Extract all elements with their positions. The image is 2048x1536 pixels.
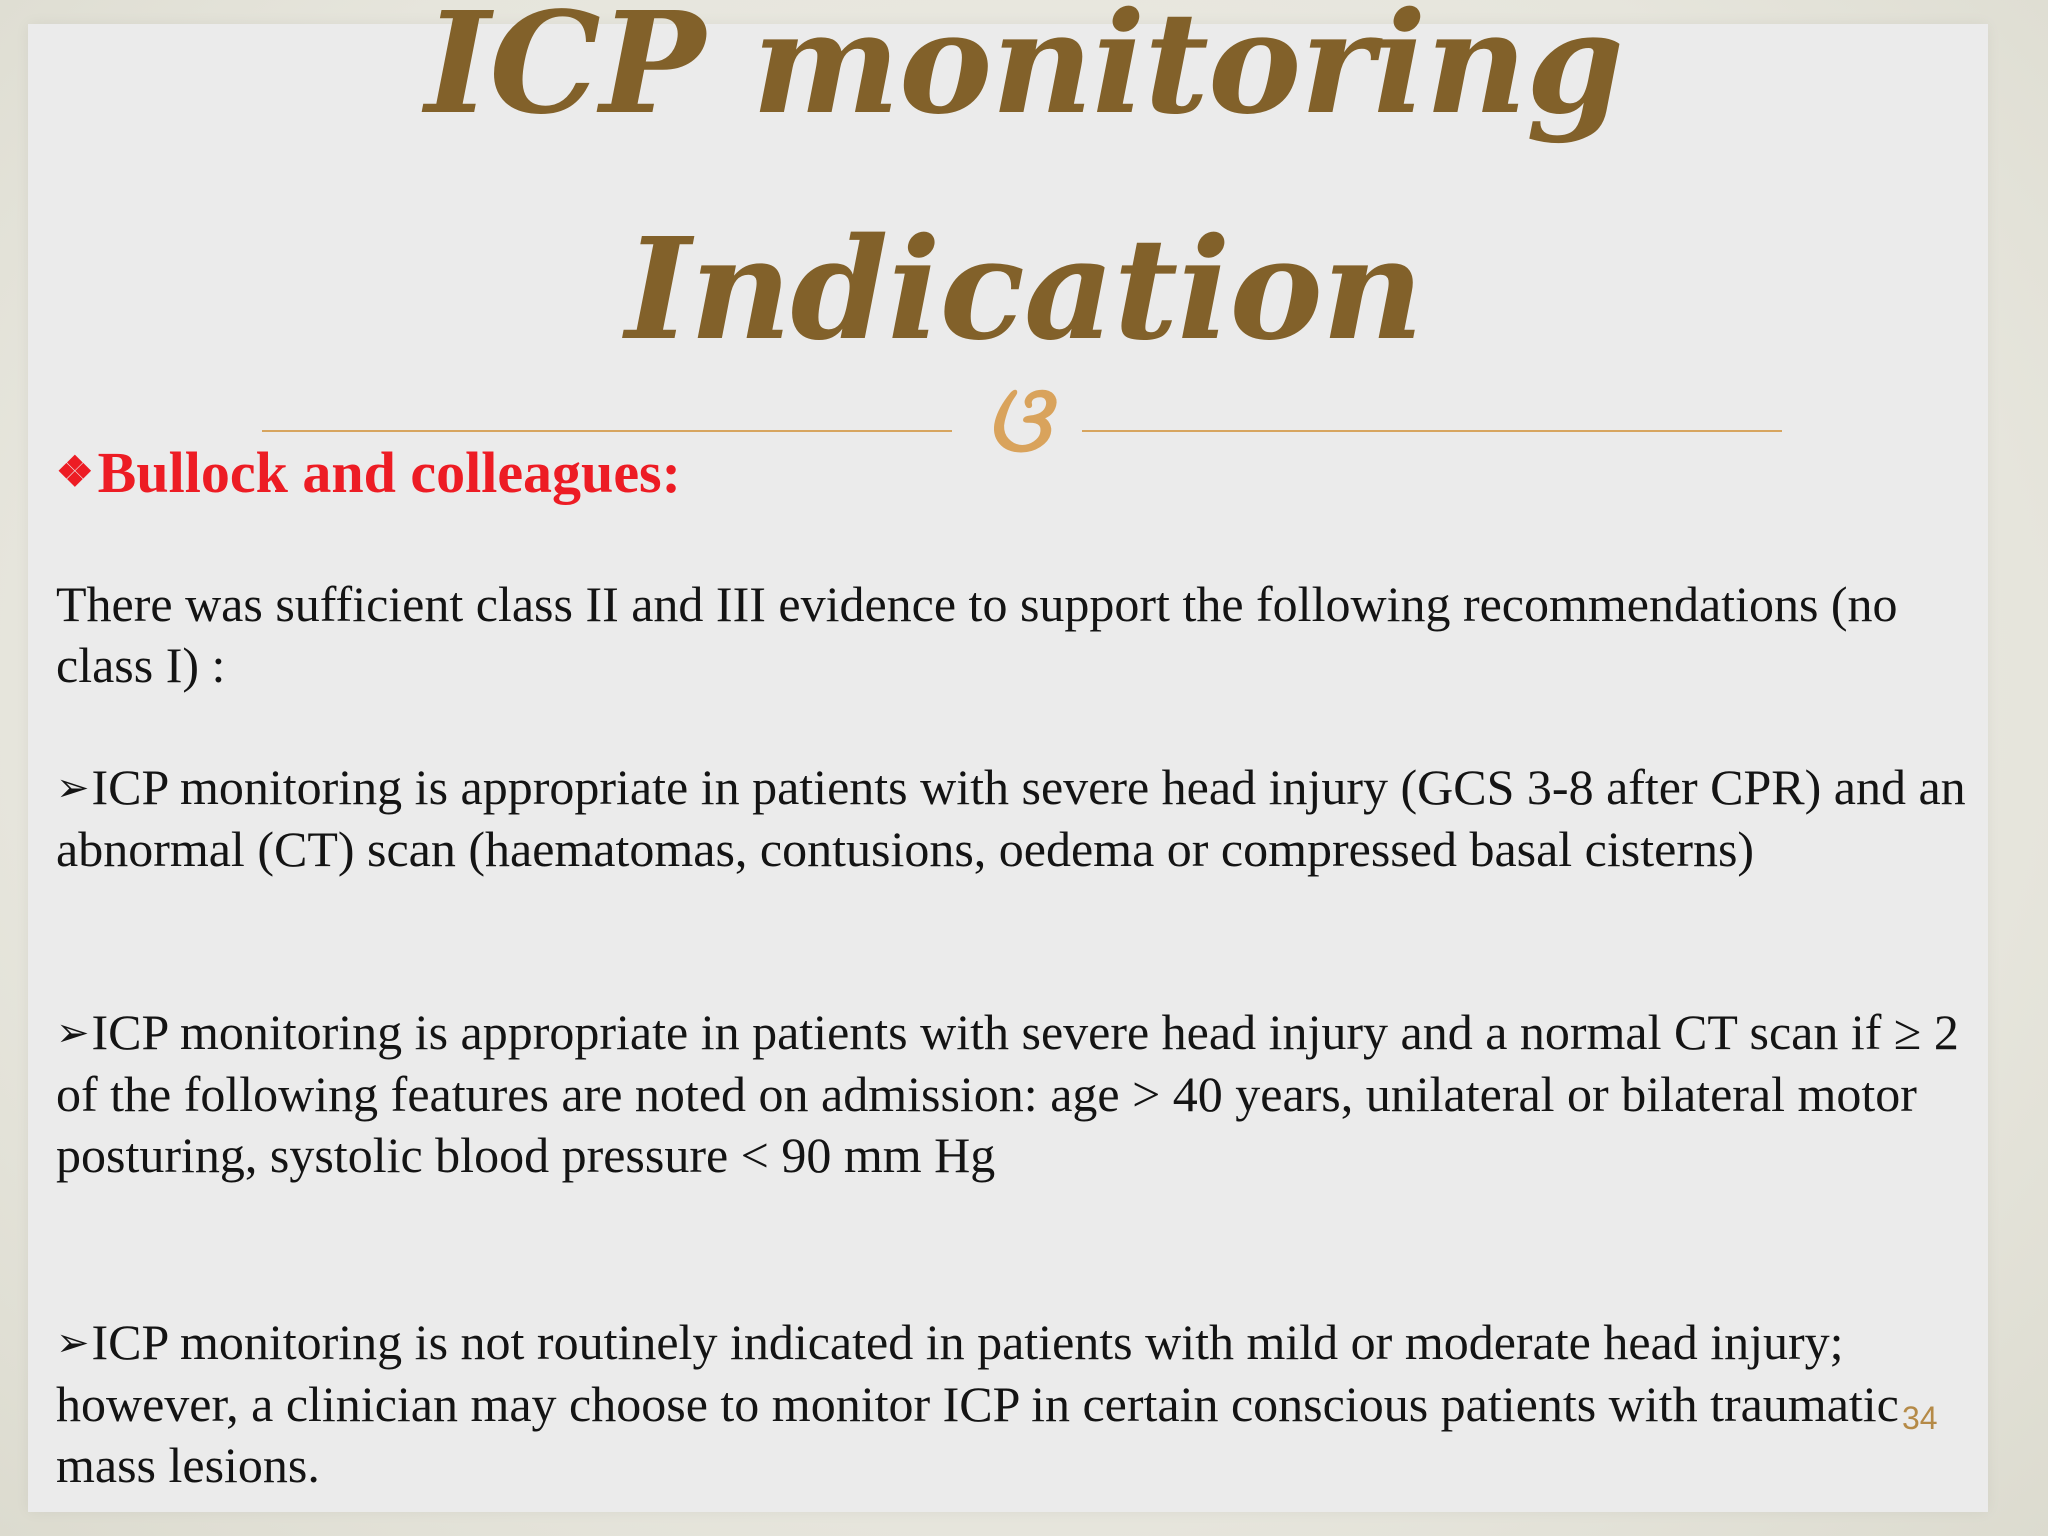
title-divider-left: [262, 430, 952, 432]
diamond-bullet-icon: ❖: [56, 450, 94, 496]
slide-title-line-2: Indication: [625, 208, 1423, 372]
section-heading: [56, 440, 681, 506]
title-divider-right: [1082, 430, 1782, 432]
arrow-bullet-icon: ➢: [56, 1320, 90, 1366]
section-heading-label: Bullock and colleagues:: [97, 440, 681, 505]
bullet-item: [56, 1312, 2006, 1496]
ornament-swirl-icon: ଓ: [985, 365, 1049, 473]
bullet-item: [56, 757, 2006, 880]
arrow-bullet-icon: ➢: [56, 1010, 90, 1056]
slide-title-line-1: ICP monitoring: [424, 0, 1624, 146]
arrow-bullet-icon: ➢: [56, 765, 90, 811]
intro-paragraph: There was sufficient class II and III evidence to support the following recommendations (no class I) :: [56, 576, 1898, 693]
bullet-text: ICP monitoring is appropriate in patients with severe head injury (GCS 3-8 after CPR) and an abnormal (CT) scan (haematomas, contusions, oedema or compressed basal cisterns): [56, 759, 1966, 877]
page-number: 34: [1902, 1400, 1938, 1436]
bullet-item: [56, 1002, 2006, 1186]
bullet-text: ICP monitoring is not routinely indicated in patients with mild or moderate head injury; however, a clinician may choose to monitor ICP in certain conscious patients with traumatic mass lesions.: [56, 1314, 1899, 1493]
bullet-text: ICP monitoring is appropriate in patients with severe head injury and a normal CT scan if ≥ 2 of the following features are noted on admission: age > 40 years, unilateral or bilateral motor posturing, systolic blood pressure < 90 mm Hg: [56, 1004, 1959, 1183]
